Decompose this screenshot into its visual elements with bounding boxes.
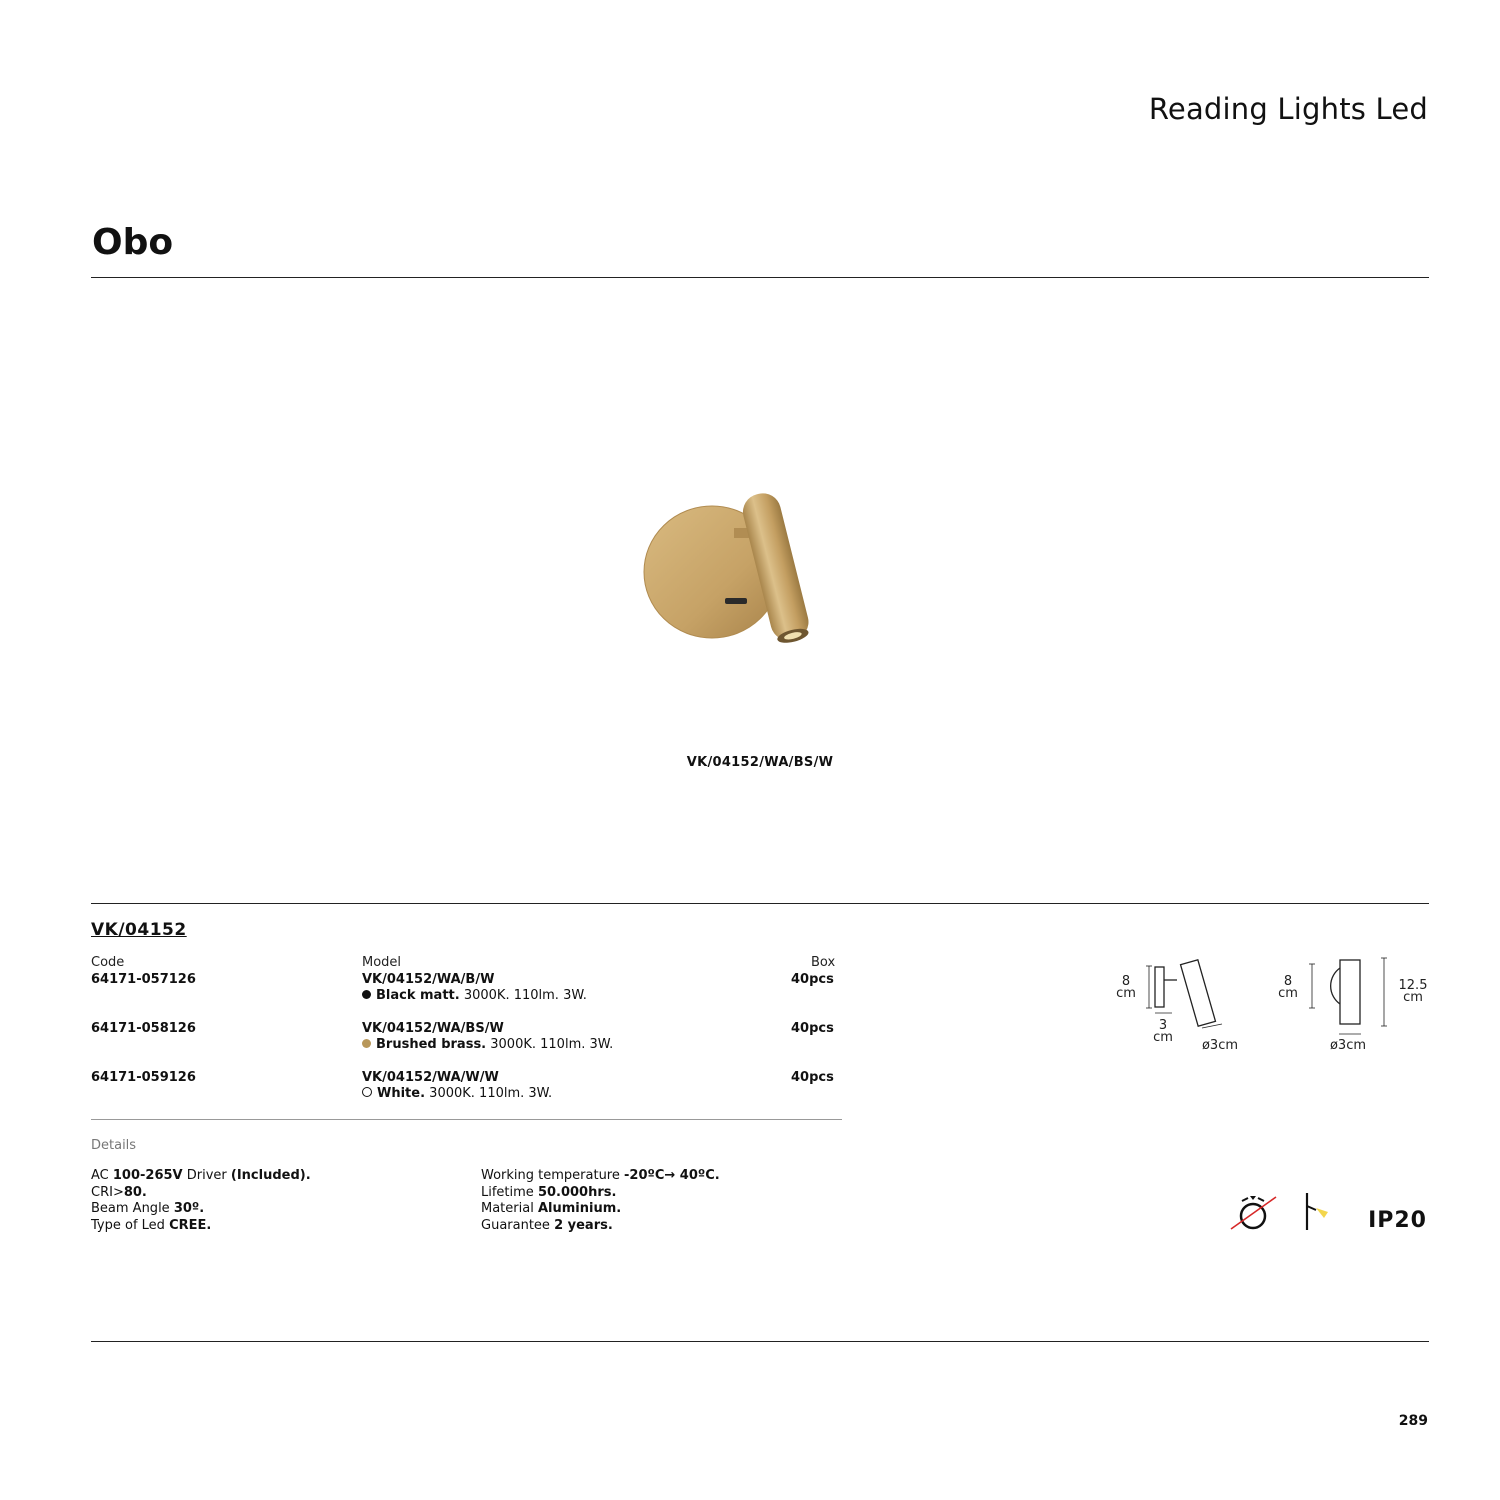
row-model: VK/04152/WA/W/W [362,1070,499,1085]
front-diameter: ø3cm [1329,1038,1367,1053]
details-left [91,1168,311,1234]
row-model: VK/04152/WA/B/W [362,972,495,987]
dimension-drawings [1105,950,1435,1060]
front-total-value: 12.5 [1398,978,1428,993]
not-dimmable-icon [1228,1192,1282,1234]
spec-line: Lifetime 50.000hrs. [481,1184,617,1200]
row-finish-line [362,988,587,1003]
finish-dot-brass [362,1039,371,1048]
spec-line: Type of Led CREE. [91,1217,212,1233]
category-title: Reading Lights Led [1148,92,1428,126]
page-number: 289 [1398,1413,1428,1429]
ip-rating: IP20 [1368,1208,1427,1233]
front-tube-shape [1340,960,1360,1024]
side-height-value: 8 [1121,974,1131,989]
header-box: Box [811,955,836,970]
row-finish: White. [377,1086,426,1101]
switch-shape [725,598,747,604]
row-spec: 3000K. 110lm. 3W. [429,1086,553,1101]
row-spec: 3000K. 110lm. 3W. [490,1037,614,1052]
front-height-value: 8 [1283,974,1293,989]
row-finish: Brushed brass. [376,1037,487,1052]
front-height-unit: cm [1278,986,1298,1001]
details-right [481,1168,720,1234]
spec-line: AC 100-265V Driver (Included). [91,1168,311,1183]
spec-line: CRI>80. [91,1184,147,1200]
wall-light-icon [1300,1190,1332,1234]
row-model: VK/04152/WA/BS/W [362,1021,504,1036]
row-finish-line [362,1086,552,1101]
row-box: 40pcs [791,1021,834,1036]
row-code: 64171-057126 [91,972,196,987]
product-photo [630,480,880,660]
side-tube-shape [1181,960,1216,1026]
side-diameter: ø3cm [1201,1038,1239,1053]
finish-dot-white [362,1087,372,1097]
row-finish: Black matt. [376,988,460,1003]
spec-line: Working temperature -20ºC→ 40ºC. [481,1168,720,1183]
finish-dot-black [362,990,371,999]
side-plate-shape [1155,967,1164,1007]
product-title: Obo [92,222,174,263]
row-box: 40pcs [791,972,834,987]
series-code: VK/04152 [91,920,187,940]
row-code: 64171-058126 [91,1021,196,1036]
title-divider [91,277,1429,278]
front-total-unit: cm [1403,990,1423,1005]
spec-line: Beam Angle 30º. [91,1201,205,1216]
front-plate-shape [1331,968,1340,1004]
row-box: 40pcs [791,1070,834,1085]
details-heading: Details [91,1138,137,1153]
header-code: Code [91,955,125,970]
side-height-unit: cm [1116,986,1136,1001]
row-code: 64171-059126 [91,1070,196,1085]
spec-line: Guarantee 2 years. [481,1217,613,1233]
header-model: Model [362,955,402,970]
row-spec: 3000K. 110lm. 3W. [463,988,587,1003]
row-finish-line [362,1037,613,1052]
side-depth-unit: cm [1153,1030,1173,1045]
section-divider [91,903,1429,904]
footer-divider [91,1341,1429,1342]
side-depth-value: 3 [1158,1018,1168,1033]
table-divider [91,1119,842,1120]
image-caption: VK/04152/WA/BS/W [686,755,834,770]
spec-line: Material Aluminium. [481,1201,622,1216]
